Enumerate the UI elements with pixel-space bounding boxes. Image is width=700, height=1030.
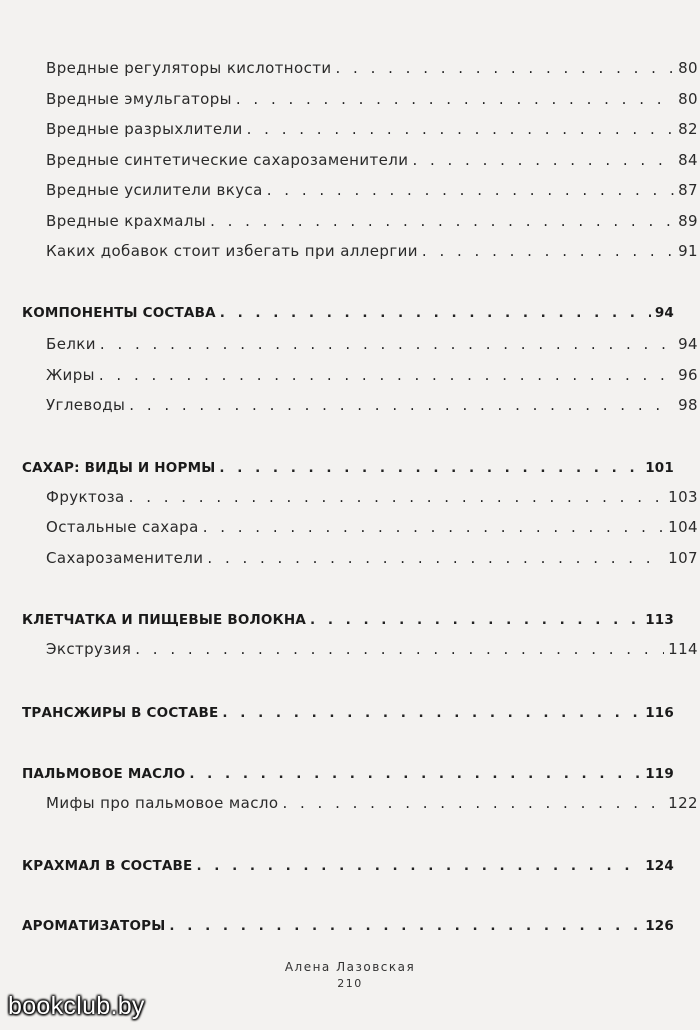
- toc-entry-page: 103: [668, 488, 698, 506]
- toc-entry: [0, 181, 698, 199]
- toc-section-label: ТРАНСЖИРЫ В СОСТАВЕ: [22, 705, 219, 721]
- toc-entry-label: Вредные эмульгаторы: [46, 90, 232, 108]
- toc-section-page: 113: [645, 612, 674, 628]
- toc-entry: [0, 335, 698, 353]
- toc-entry-page: 122: [668, 794, 698, 812]
- dot-leader: [310, 612, 641, 628]
- dot-leader: [207, 549, 664, 567]
- toc-entry-page: 91: [678, 242, 698, 260]
- toc-section-page: 94: [654, 305, 674, 321]
- toc-entry-page: 80: [678, 90, 698, 108]
- toc-entry: [0, 794, 698, 812]
- toc-entry-label: Вредные усилители вкуса: [46, 181, 263, 199]
- toc-entry-label: Жиры: [46, 366, 95, 384]
- toc-entry: [0, 120, 698, 138]
- dot-leader: [220, 305, 651, 321]
- watermark-text: bookclub.by: [8, 992, 145, 1020]
- toc-entry: [0, 212, 698, 230]
- toc-entry: [0, 151, 698, 169]
- dot-leader: [247, 120, 674, 138]
- dot-leader: [412, 151, 674, 169]
- toc-entry-label: Углеводы: [46, 396, 126, 414]
- toc-entry-page: 94: [678, 335, 698, 353]
- toc-section-label: ПАЛЬМОВОЕ МАСЛО: [22, 766, 186, 782]
- dot-leader: [100, 335, 674, 353]
- toc-entry-label: Остальные сахара: [46, 518, 199, 536]
- toc-entry: [0, 90, 698, 108]
- dot-leader: [267, 181, 674, 199]
- toc-entry-label: Вредные крахмалы: [46, 212, 207, 230]
- toc-section-heading: [0, 918, 674, 934]
- dot-leader: [99, 366, 674, 384]
- dot-leader: [222, 705, 641, 721]
- toc-section-label: АРОМАТИЗАТОРЫ: [22, 918, 166, 934]
- toc-entry-page: 84: [678, 151, 698, 169]
- dot-leader: [169, 918, 641, 934]
- toc-section-page: 126: [645, 918, 674, 934]
- toc-entry-page: 104: [668, 518, 698, 536]
- toc-entry: [0, 518, 698, 536]
- dot-leader: [422, 242, 674, 260]
- toc-section-heading: [0, 305, 674, 321]
- toc-entry: [0, 396, 698, 414]
- dot-leader: [129, 488, 665, 506]
- toc-section-page: 116: [645, 705, 674, 721]
- toc-section-page: 124: [645, 858, 674, 874]
- toc-entry-label: Белки: [46, 335, 96, 353]
- toc-entry-label: Вредные регуляторы кислотности: [46, 59, 332, 77]
- toc-section-heading: [0, 766, 674, 782]
- toc-entry-page: 96: [678, 366, 698, 384]
- dot-leader: [135, 640, 664, 658]
- footer-author: Алена Лазовская: [284, 960, 416, 974]
- toc-section-label: КОМПОНЕНТЫ СОСТАВА: [22, 305, 216, 321]
- dot-leader: [336, 59, 675, 77]
- dot-leader: [129, 396, 674, 414]
- toc-entry-label: Сахарозаменители: [46, 549, 204, 567]
- toc-section-page: 101: [645, 460, 674, 476]
- toc-entry-label: Вредные разрыхлители: [46, 120, 243, 138]
- footer-page-number: 210: [337, 977, 363, 990]
- toc-entry: [0, 242, 698, 260]
- dot-leader: [189, 766, 641, 782]
- dot-leader: [236, 90, 674, 108]
- toc-entry-label: Мифы про пальмовое масло: [46, 794, 279, 812]
- toc-entry-label: Экструзия: [46, 640, 132, 658]
- dot-leader: [282, 794, 664, 812]
- dot-leader: [203, 518, 664, 536]
- dot-leader: [219, 460, 641, 476]
- toc-entry: [0, 488, 698, 506]
- toc-entry-page: 114: [668, 640, 698, 658]
- toc-entry: [0, 640, 698, 658]
- toc-entry: [0, 366, 698, 384]
- toc-entry-label: Вредные синтетические сахарозаменители: [46, 151, 409, 169]
- toc-section-heading: [0, 858, 674, 874]
- toc-entry-page: 89: [678, 212, 698, 230]
- toc-entry-page: 107: [668, 549, 698, 567]
- toc-entry-page: 80: [678, 59, 698, 77]
- toc-entry-page: 98: [678, 396, 698, 414]
- toc-section-heading: [0, 460, 674, 476]
- toc-entry: [0, 549, 698, 567]
- toc-entry-page: 82: [678, 120, 698, 138]
- toc-entry: [0, 59, 698, 77]
- toc-entry-label: Каких добавок стоит избегать при аллергии: [46, 242, 418, 260]
- toc-section-page: 119: [645, 766, 674, 782]
- toc-section-heading: [0, 612, 674, 628]
- toc-section-label: САХАР: ВИДЫ И НОРМЫ: [22, 460, 216, 476]
- dot-leader: [196, 858, 641, 874]
- dot-leader: [210, 212, 674, 230]
- toc-entry-label: Фруктоза: [46, 488, 125, 506]
- toc-entry-page: 87: [678, 181, 698, 199]
- toc-section-label: КРАХМАЛ В СОСТАВЕ: [22, 858, 193, 874]
- toc-section-heading: [0, 705, 674, 721]
- toc-section-label: КЛЕТЧАТКА И ПИЩЕВЫЕ ВОЛОКНА: [22, 612, 306, 628]
